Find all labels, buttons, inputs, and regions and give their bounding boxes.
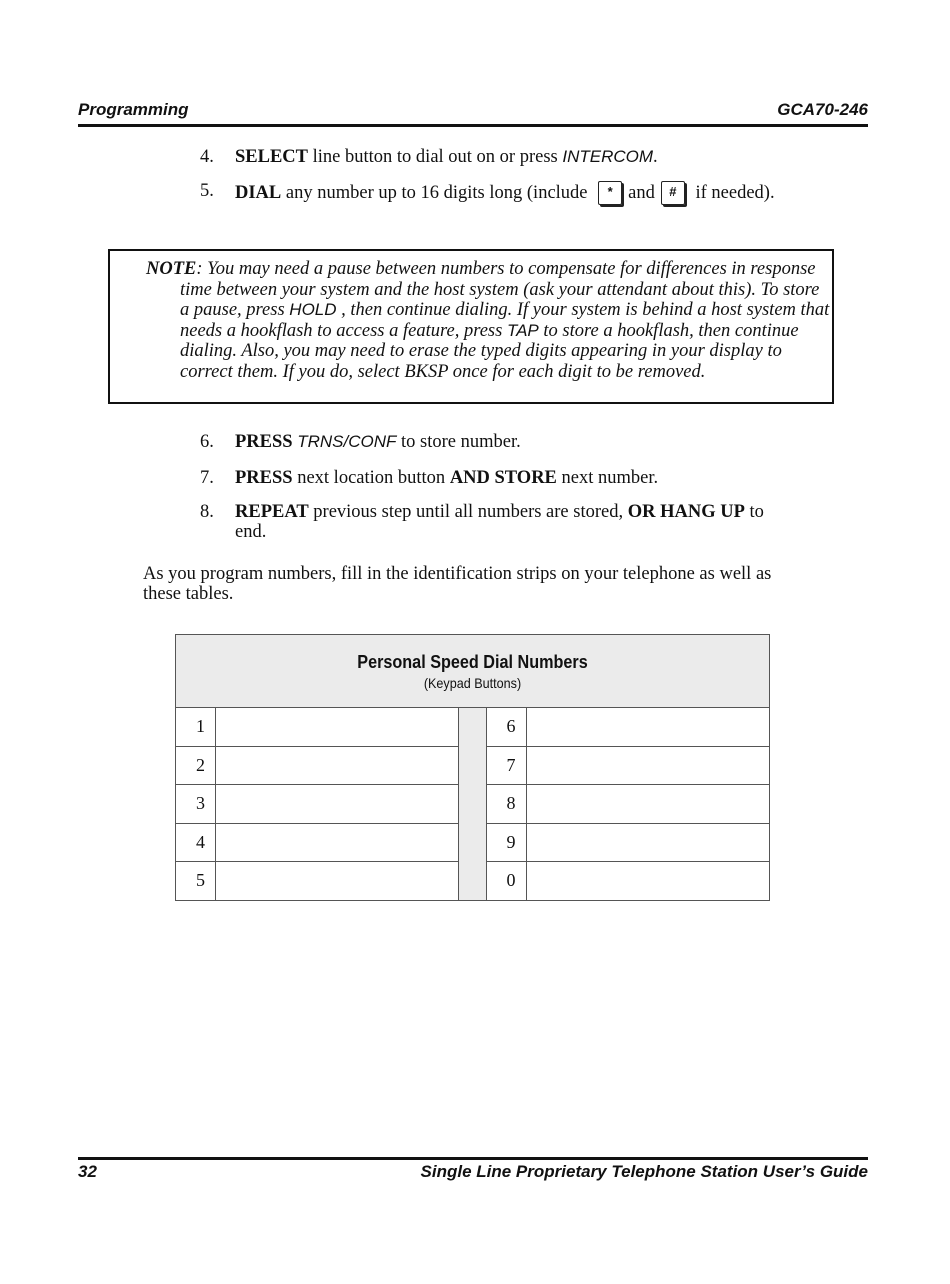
- header-rule: [78, 124, 868, 127]
- speed-dial-entry[interactable]: [526, 746, 769, 785]
- speed-dial-entry[interactable]: [216, 823, 459, 862]
- note-text-b: , then continue dialing. If your system is behind a host system that needs a hookflash to access a feature, press: [180, 300, 830, 341]
- step-text: to store number.: [396, 432, 521, 452]
- speed-dial-table: [175, 634, 770, 901]
- step-verb: SELECT: [235, 147, 309, 167]
- note-box: [108, 249, 834, 404]
- page-number: 32: [78, 1162, 97, 1181]
- step-text-mid: and: [628, 183, 655, 203]
- instruction-paragraph: As you program numbers, fill in the identification strips on your telephone as well as these tables.: [143, 564, 772, 604]
- slot-number: 6: [486, 708, 526, 747]
- step-verb: PRESS: [235, 432, 293, 452]
- footer-title: Single Line Proprietary Telephone Station User’s Guide: [420, 1162, 868, 1181]
- table-divider: [459, 708, 486, 901]
- step-text: any number up to 16 digits long (include: [281, 183, 593, 203]
- speed-dial-entry[interactable]: [526, 823, 769, 862]
- table-header: [176, 635, 770, 708]
- slot-number: 9: [486, 823, 526, 862]
- footer-rule: [78, 1157, 868, 1160]
- slot-number: 2: [176, 746, 216, 785]
- slot-number: 0: [486, 862, 526, 901]
- page-header: [78, 100, 868, 128]
- table-subtitle: (Keypad Buttons): [423, 674, 522, 691]
- table-title: Personal Speed Dial Numbers: [357, 651, 588, 672]
- slot-number: 7: [486, 746, 526, 785]
- step-text-end: .: [653, 147, 658, 167]
- section-title: Programming: [78, 100, 189, 119]
- document-code: GCA70-246: [777, 100, 868, 119]
- slot-number: 3: [176, 785, 216, 824]
- speed-dial-entry[interactable]: [526, 785, 769, 824]
- step-text-end: to end.: [235, 502, 764, 542]
- step-verb-2: OR HANG UP: [627, 502, 745, 522]
- step-verb: DIAL: [235, 183, 282, 203]
- speed-dial-entry[interactable]: [216, 746, 459, 785]
- page-footer: [78, 1157, 868, 1187]
- step-text: previous step until all numbers are stored,: [308, 502, 628, 522]
- slot-number: 5: [176, 862, 216, 901]
- step-number: 5.: [200, 181, 214, 201]
- speed-dial-entry[interactable]: [216, 862, 459, 901]
- step-verb: PRESS: [235, 468, 293, 488]
- speed-dial-entry[interactable]: [216, 785, 459, 824]
- pound-key-icon: #: [661, 181, 685, 205]
- speed-dial-entry[interactable]: [526, 708, 769, 747]
- star-key-icon: *: [598, 181, 622, 205]
- table-row: [176, 708, 770, 747]
- slot-number: 1: [176, 708, 216, 747]
- key-intercom: INTERCOM: [562, 147, 654, 166]
- speed-dial-entry[interactable]: [216, 708, 459, 747]
- slot-number: 4: [176, 823, 216, 862]
- key-trns-conf: TRNS/CONF: [297, 432, 397, 451]
- step-text: line button to dial out on or press: [308, 147, 563, 167]
- note-label: NOTE: [146, 259, 197, 279]
- step-text-end: if needed).: [690, 183, 775, 203]
- key-hold: HOLD: [289, 300, 337, 319]
- step-verb: REPEAT: [235, 502, 309, 522]
- speed-dial-entry[interactable]: [526, 862, 769, 901]
- step-number: 8.: [200, 502, 214, 522]
- slot-number: 8: [486, 785, 526, 824]
- note-text: [146, 259, 830, 382]
- step-text: next location button: [292, 468, 450, 488]
- note-text-a: : You may need a pause between numbers to compensate for differences in response time between your system and the host system (ask your attendant about this). To store a pause, press: [180, 259, 820, 320]
- key-tap: TAP: [506, 320, 539, 340]
- step-number: 4.: [200, 147, 214, 167]
- step-number: 6.: [200, 432, 214, 452]
- step-verb-2: AND STORE: [449, 468, 557, 488]
- step-number: 7.: [200, 468, 214, 488]
- step-text-end: next number.: [556, 468, 659, 488]
- note-text-c: to store a hookflash, then continue dialing. Also, you may need to erase the typed digits appearing in your display to correct them. If you do, select BKSP once for each digit to be removed.: [180, 320, 799, 382]
